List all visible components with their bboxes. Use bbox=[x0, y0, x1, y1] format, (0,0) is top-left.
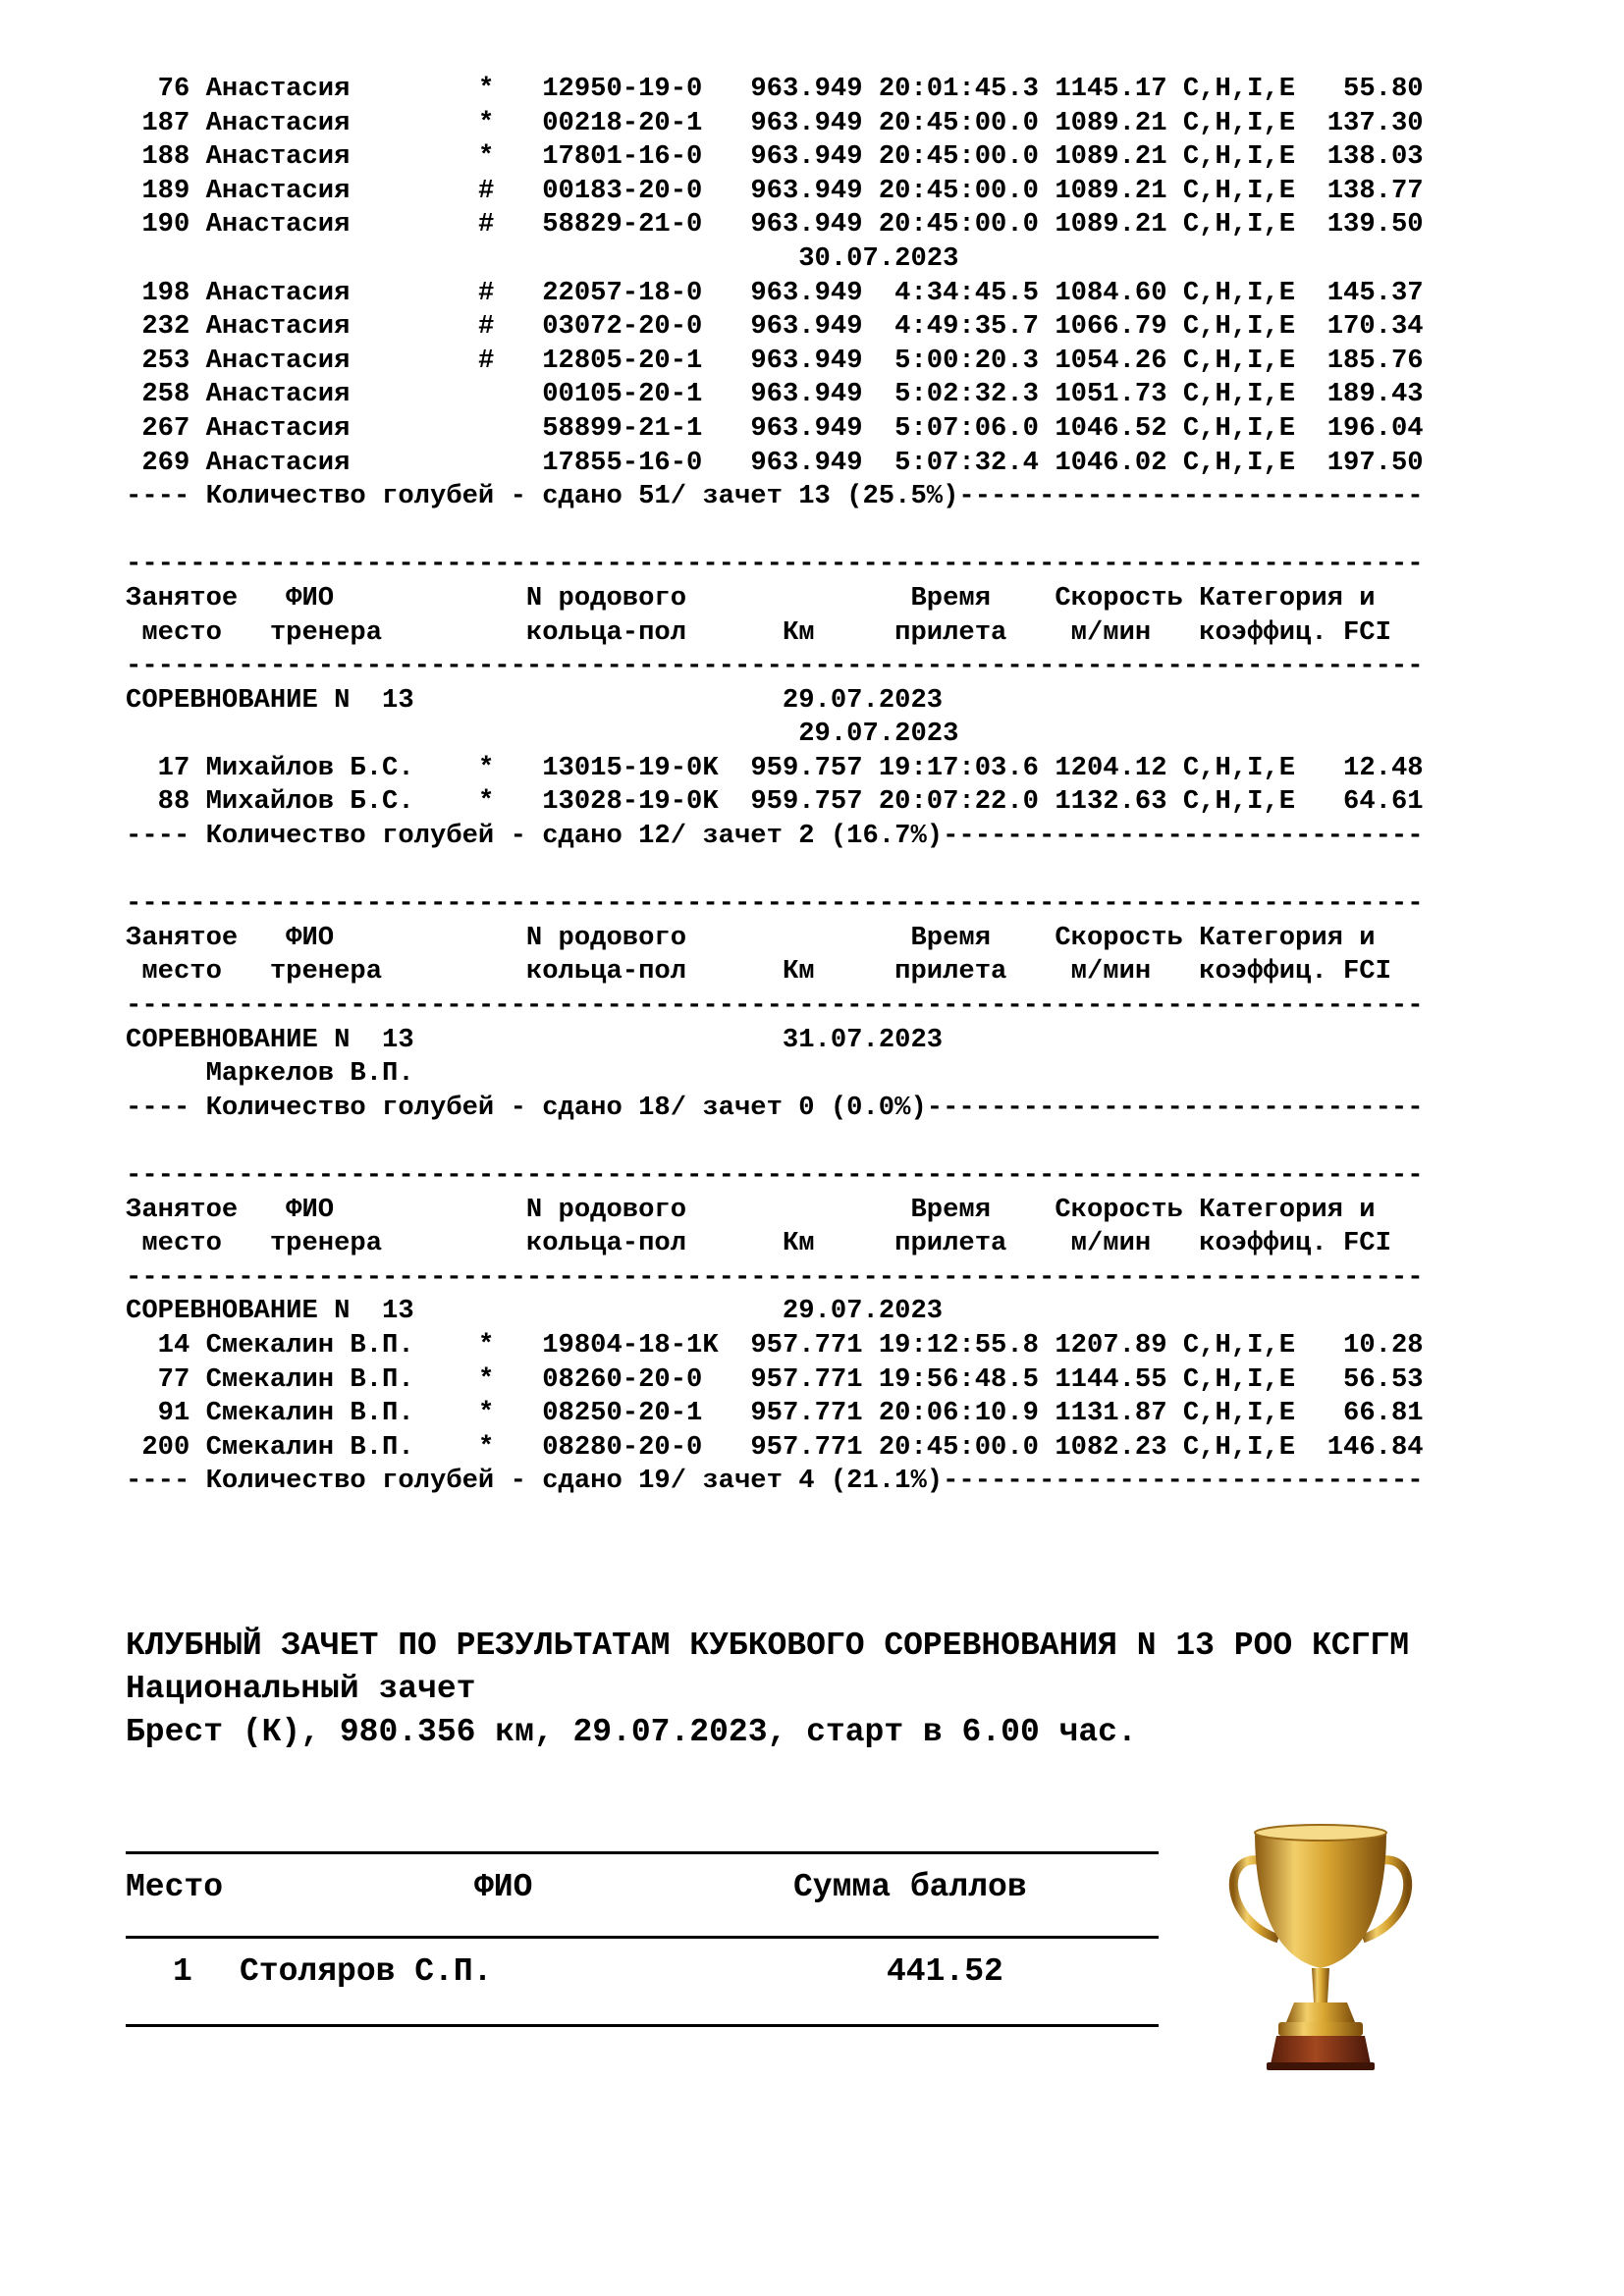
category: C,H,I,E bbox=[1182, 311, 1296, 343]
distance-km: 963.949 bbox=[750, 141, 879, 173]
summary-text: ---- Количество голубей - сдано 18/ зачет 0 (0.0%) bbox=[126, 1092, 927, 1123]
result-row bbox=[126, 140, 1598, 175]
result-row bbox=[126, 1397, 1598, 1431]
place: 200 bbox=[126, 1431, 206, 1463]
speed: 1131.87 bbox=[1055, 1398, 1183, 1429]
result-row bbox=[126, 345, 1598, 379]
arrival-time: 4:34:45.5 bbox=[878, 277, 1056, 308]
speed: 1089.21 bbox=[1055, 107, 1183, 138]
ring-number: 13028-19-0K bbox=[542, 786, 751, 818]
summary-line bbox=[126, 480, 1598, 514]
col-place-label: Занятое bbox=[126, 922, 287, 953]
fci-coefficient: 197.50 bbox=[1295, 447, 1424, 478]
status-mark: * bbox=[477, 752, 543, 783]
distance-km: 963.949 bbox=[750, 107, 879, 138]
place: 190 bbox=[126, 209, 206, 240]
competition-label: СОРЕВНОВАНИЕ N 13 bbox=[126, 1296, 783, 1327]
col-speed-label: Скорость bbox=[1055, 1194, 1200, 1225]
fci-coefficient: 10.28 bbox=[1295, 1329, 1424, 1361]
result-row bbox=[126, 752, 1598, 786]
result-row bbox=[126, 277, 1598, 311]
category: C,H,I,E bbox=[1182, 209, 1296, 240]
result-row bbox=[126, 785, 1598, 820]
col-speed-unit-label: м/мин bbox=[1070, 616, 1200, 648]
status-mark: # bbox=[477, 277, 543, 308]
place: 88 bbox=[126, 786, 206, 818]
col-name-label-2: тренера bbox=[269, 956, 526, 988]
arrival-time: 5:02:32.3 bbox=[878, 379, 1056, 410]
ring-number: 00183-20-0 bbox=[542, 175, 751, 206]
header-place: Место bbox=[126, 1869, 224, 1905]
column-header-line-2 bbox=[126, 616, 1598, 651]
summary-text: ---- Количество голубей - сдано 19/ зачет 4 (21.1%) bbox=[126, 1466, 944, 1497]
owner-name: Анастасия bbox=[205, 345, 478, 376]
fci-coefficient: 196.04 bbox=[1295, 412, 1424, 444]
speed: 1089.21 bbox=[1055, 209, 1183, 240]
ring-number: 58899-21-1 bbox=[542, 412, 751, 444]
fci-coefficient: 138.77 bbox=[1295, 175, 1424, 206]
owner-name: Анастасия bbox=[205, 107, 478, 138]
col-ring-label: N родового bbox=[525, 922, 911, 953]
distance-km: 959.757 bbox=[750, 752, 879, 783]
category: C,H,I,E bbox=[1182, 74, 1296, 104]
national-standings-subtitle: Национальный зачет bbox=[126, 1671, 476, 1707]
summary-text: ---- Количество голубей - сдано 12/ зачет 2 (16.7%) bbox=[126, 821, 944, 852]
dash-rule: ----------------------------- bbox=[958, 481, 1424, 512]
row-name: Столяров С.П. bbox=[240, 1953, 493, 1990]
arrival-time: 4:49:35.7 bbox=[878, 311, 1056, 343]
place: 269 bbox=[126, 447, 206, 478]
status-mark: * bbox=[477, 1363, 543, 1395]
dash-rule: --------------------------------------------------------------------------------- bbox=[126, 990, 1424, 1022]
column-header-line-2 bbox=[126, 955, 1598, 989]
distance-km: 963.949 bbox=[750, 277, 879, 308]
distance-km: 963.949 bbox=[750, 412, 879, 444]
distance-km: 963.949 bbox=[750, 379, 879, 410]
dash-rule: ------------------------------ bbox=[943, 821, 1424, 852]
category: C,H,I,E bbox=[1182, 379, 1296, 410]
owner-name: Анастасия bbox=[205, 447, 478, 478]
row-score: 441.52 bbox=[887, 1953, 1003, 1990]
category: C,H,I,E bbox=[1182, 277, 1296, 308]
col-time-label: Время bbox=[910, 582, 1056, 614]
category: C,H,I,E bbox=[1182, 107, 1296, 138]
fci-coefficient: 138.03 bbox=[1295, 141, 1424, 173]
distance-km: 963.949 bbox=[750, 175, 879, 206]
col-km-label: Км bbox=[782, 956, 895, 988]
status-mark bbox=[478, 413, 542, 444]
result-row bbox=[126, 310, 1598, 345]
place: 76 bbox=[126, 74, 206, 104]
place: 253 bbox=[126, 345, 206, 376]
col-category-label: Категория и bbox=[1199, 582, 1376, 614]
col-time-label: Время bbox=[910, 1194, 1056, 1225]
arrival-time: 20:45:00.0 bbox=[878, 107, 1056, 138]
speed: 1084.60 bbox=[1055, 277, 1183, 308]
fci-coefficient: 12.48 bbox=[1295, 752, 1424, 783]
arrival-time: 20:45:00.0 bbox=[878, 141, 1056, 173]
fci-coefficient: 66.81 bbox=[1295, 1398, 1424, 1429]
status-mark bbox=[478, 379, 542, 409]
category: C,H,I,E bbox=[1182, 786, 1296, 818]
status-mark: * bbox=[477, 74, 543, 104]
owner-name: Смекалин В.П. bbox=[205, 1398, 478, 1429]
status-mark: # bbox=[477, 345, 543, 376]
speed: 1089.21 bbox=[1055, 141, 1183, 173]
distance-km: 963.949 bbox=[750, 345, 879, 376]
result-row bbox=[126, 107, 1598, 141]
fci-coefficient: 137.30 bbox=[1295, 107, 1424, 138]
result-row bbox=[126, 73, 1598, 107]
ring-number: 00218-20-1 bbox=[542, 107, 751, 138]
arrival-time: 20:07:22.0 bbox=[878, 786, 1056, 818]
arrival-time: 19:56:48.5 bbox=[878, 1363, 1056, 1395]
col-place-label-2: место bbox=[126, 616, 270, 648]
col-ring-label-2: кольца-пол bbox=[525, 616, 783, 648]
dash-rule: ------------------------------ bbox=[943, 1466, 1424, 1497]
arrival-time: 20:06:10.9 bbox=[878, 1398, 1056, 1429]
distance-km: 963.949 bbox=[750, 447, 879, 478]
distance-km: 957.771 bbox=[750, 1431, 879, 1463]
col-place-label: Занятое bbox=[126, 582, 287, 614]
col-name-label-2: тренера bbox=[269, 1228, 526, 1259]
competition-date: 29.07.2023 bbox=[782, 684, 944, 716]
col-name-label: ФИО bbox=[286, 1194, 526, 1225]
col-category-label: Категория и bbox=[1199, 922, 1376, 953]
place: 17 bbox=[126, 752, 206, 783]
place: 187 bbox=[126, 107, 206, 138]
owner-name: Анастасия bbox=[205, 141, 478, 173]
ring-number: 12805-20-1 bbox=[542, 345, 751, 376]
table-top-rule bbox=[126, 1851, 1159, 1854]
distance-km: 963.949 bbox=[750, 311, 879, 343]
arrival-time: 19:12:55.8 bbox=[878, 1329, 1056, 1361]
column-header-line-2 bbox=[126, 1227, 1598, 1261]
owner-name: Смекалин В.П. bbox=[205, 1329, 478, 1361]
category: C,H,I,E bbox=[1182, 752, 1296, 783]
table-bottom-rule bbox=[126, 2024, 1159, 2027]
place: 267 bbox=[126, 412, 206, 444]
col-arrival-label: прилета bbox=[894, 956, 1071, 988]
distance-km: 957.771 bbox=[750, 1363, 879, 1395]
status-mark: * bbox=[477, 141, 543, 173]
arrival-time: 20:45:00.0 bbox=[878, 1431, 1056, 1463]
arrival-time: 5:00:20.3 bbox=[878, 345, 1056, 376]
dash-rule: --------------------------------------------------------------------------------- bbox=[126, 549, 1424, 580]
separator-line bbox=[126, 1261, 1598, 1296]
header-name: ФИО bbox=[474, 1869, 533, 1905]
distance-km: 959.757 bbox=[750, 786, 879, 818]
ring-number: 03072-20-0 bbox=[542, 311, 751, 343]
category: C,H,I,E bbox=[1182, 1363, 1296, 1395]
col-place-label-2: место bbox=[126, 1228, 270, 1259]
ring-number: 00105-20-1 bbox=[542, 379, 751, 410]
status-mark: # bbox=[477, 209, 543, 240]
owner-name: Михайлов Б.С. bbox=[205, 786, 478, 818]
speed: 1132.63 bbox=[1055, 786, 1183, 818]
col-arrival-label: прилета bbox=[894, 1228, 1071, 1259]
category: C,H,I,E bbox=[1182, 1398, 1296, 1429]
result-row bbox=[126, 378, 1598, 412]
col-name-label: ФИО bbox=[286, 922, 526, 953]
speed: 1046.52 bbox=[1055, 412, 1183, 444]
result-row bbox=[126, 1363, 1598, 1398]
header-score: Сумма баллов bbox=[793, 1869, 1027, 1905]
owner-line bbox=[126, 1057, 1598, 1092]
speed: 1089.21 bbox=[1055, 175, 1183, 206]
competition-line bbox=[126, 684, 1598, 719]
fci-coefficient: 146.84 bbox=[1295, 1431, 1424, 1463]
place: 91 bbox=[126, 1398, 206, 1429]
col-km-label: Км bbox=[782, 1228, 895, 1259]
space bbox=[126, 855, 141, 885]
place: 198 bbox=[126, 277, 206, 308]
col-name-label: ФИО bbox=[286, 582, 526, 614]
owner-name: Смекалин В.П. bbox=[205, 1431, 478, 1463]
fci-coefficient: 189.43 bbox=[1295, 379, 1424, 410]
competition-date: 29.07.2023 bbox=[782, 1296, 944, 1327]
category: C,H,I,E bbox=[1182, 1431, 1296, 1463]
col-fci-label: коэффиц. FCI bbox=[1199, 1228, 1391, 1259]
col-arrival-label: прилета bbox=[894, 616, 1071, 648]
dash-rule: --------------------------------------------------------------------------------- bbox=[126, 888, 1424, 920]
results-report bbox=[126, 73, 1598, 1499]
summary-text: ---- Количество голубей - сдано 51/ зачет 13 (25.5%) bbox=[126, 481, 959, 512]
speed: 1051.73 bbox=[1055, 379, 1183, 410]
arrival-time: 20:45:00.0 bbox=[878, 175, 1056, 206]
dash-rule: ------------------------------- bbox=[926, 1092, 1424, 1123]
speed: 1144.55 bbox=[1055, 1363, 1183, 1395]
ring-number: 17855-16-0 bbox=[542, 447, 751, 478]
trophy-icon bbox=[1218, 1821, 1424, 2076]
arrival-time: 20:45:00.0 bbox=[878, 209, 1056, 240]
col-time-label: Время bbox=[910, 922, 1056, 953]
distance-km: 963.949 bbox=[750, 209, 879, 240]
summary-line bbox=[126, 1465, 1598, 1499]
date-line bbox=[126, 718, 1598, 752]
owner-name: Анастасия bbox=[205, 175, 478, 206]
date-line bbox=[126, 242, 1598, 277]
fci-coefficient: 56.53 bbox=[1295, 1363, 1424, 1395]
place: 77 bbox=[126, 1363, 206, 1395]
separator-line bbox=[126, 887, 1598, 922]
status-mark bbox=[478, 448, 542, 478]
owner-name: Смекалин В.П. bbox=[205, 1363, 478, 1395]
dash-rule: --------------------------------------------------------------------------------- bbox=[126, 1261, 1424, 1293]
arrival-time: 19:17:03.6 bbox=[878, 752, 1056, 783]
result-row bbox=[126, 447, 1598, 481]
competition-label: СОРЕВНОВАНИЕ N 13 bbox=[126, 1024, 783, 1055]
distance-km: 957.771 bbox=[750, 1329, 879, 1361]
summary-line bbox=[126, 1092, 1598, 1126]
fci-coefficient: 145.37 bbox=[1295, 277, 1424, 308]
ring-number: 13015-19-0K bbox=[542, 752, 751, 783]
place: 189 bbox=[126, 175, 206, 206]
release-date: 30.07.2023 bbox=[126, 242, 959, 274]
col-speed-unit-label: м/мин bbox=[1070, 1228, 1200, 1259]
column-header-line-1 bbox=[126, 1194, 1598, 1228]
col-fci-label: коэффиц. FCI bbox=[1199, 616, 1391, 648]
speed: 1204.12 bbox=[1055, 752, 1183, 783]
category: C,H,I,E bbox=[1182, 447, 1296, 478]
category: C,H,I,E bbox=[1182, 412, 1296, 444]
separator-line bbox=[126, 548, 1598, 582]
category: C,H,I,E bbox=[1182, 175, 1296, 206]
competition-line bbox=[126, 1024, 1598, 1058]
col-category-label: Категория и bbox=[1199, 1194, 1376, 1225]
owner-name: Анастасия bbox=[205, 379, 478, 410]
category: C,H,I,E bbox=[1182, 1329, 1296, 1361]
ring-number: 12950-19-0 bbox=[542, 74, 751, 104]
owner-name: Анастасия bbox=[205, 277, 478, 308]
dash-rule: --------------------------------------------------------------------------------- bbox=[126, 1160, 1424, 1191]
ring-number: 17801-16-0 bbox=[542, 141, 751, 173]
club-standings-title: КЛУБНЫЙ ЗАЧЕТ ПО РЕЗУЛЬТАТАМ КУБКОВОГО СОРЕВНОВАНИЯ N 13 РОО КСГГМ bbox=[126, 1628, 1410, 1664]
place: 232 bbox=[126, 311, 206, 343]
ring-number: 58829-21-0 bbox=[542, 209, 751, 240]
fci-coefficient: 170.34 bbox=[1295, 311, 1424, 343]
blank-line bbox=[126, 1125, 1598, 1159]
col-ring-label-2: кольца-пол bbox=[525, 1228, 783, 1259]
ring-number: 08280-20-0 bbox=[542, 1431, 751, 1463]
col-speed-label: Скорость bbox=[1055, 922, 1200, 953]
competition-label: СОРЕВНОВАНИЕ N 13 bbox=[126, 684, 783, 716]
fci-coefficient: 185.76 bbox=[1295, 345, 1424, 376]
result-row bbox=[126, 412, 1598, 447]
owner-name: Михайлов Б.С. bbox=[205, 752, 478, 783]
col-speed-unit-label: м/мин bbox=[1070, 956, 1200, 988]
separator-line bbox=[126, 989, 1598, 1024]
col-name-label-2: тренера bbox=[269, 616, 526, 648]
result-row bbox=[126, 208, 1598, 242]
blank-line bbox=[126, 854, 1598, 888]
col-speed-label: Скорость bbox=[1055, 582, 1200, 614]
col-ring-label: N родового bbox=[525, 582, 911, 614]
place: 188 bbox=[126, 141, 206, 173]
status-mark: # bbox=[477, 311, 543, 343]
owner-name: Анастасия bbox=[205, 74, 478, 104]
status-mark: # bbox=[477, 175, 543, 206]
arrival-time: 20:01:45.3 bbox=[878, 74, 1056, 104]
dash-rule: --------------------------------------------------------------------------------- bbox=[126, 651, 1424, 682]
distance-km: 963.949 bbox=[750, 74, 879, 104]
summary-line bbox=[126, 820, 1598, 854]
race-info: Брест (К), 980.356 км, 29.07.2023, старт в 6.00 час. bbox=[126, 1714, 1137, 1750]
status-mark: * bbox=[477, 1329, 543, 1361]
status-mark: * bbox=[477, 786, 543, 818]
fci-coefficient: 55.80 bbox=[1295, 74, 1424, 104]
arrival-time: 5:07:32.4 bbox=[878, 447, 1056, 478]
separator-line bbox=[126, 650, 1598, 684]
ring-number: 08260-20-0 bbox=[542, 1363, 751, 1395]
col-km-label: Км bbox=[782, 616, 895, 648]
category: C,H,I,E bbox=[1182, 141, 1296, 173]
column-header-line-1 bbox=[126, 922, 1598, 956]
fci-coefficient: 64.61 bbox=[1295, 786, 1424, 818]
result-row bbox=[126, 1329, 1598, 1363]
result-row bbox=[126, 1431, 1598, 1466]
owner-name: Анастасия bbox=[205, 311, 478, 343]
separator-line bbox=[126, 1159, 1598, 1194]
space bbox=[126, 515, 141, 546]
speed: 1046.02 bbox=[1055, 447, 1183, 478]
col-ring-label: N родового bbox=[525, 1194, 911, 1225]
col-place-label: Занятое bbox=[126, 1194, 287, 1225]
place: 258 bbox=[126, 379, 206, 410]
competition-line bbox=[126, 1295, 1598, 1329]
release-date: 29.07.2023 bbox=[126, 719, 959, 750]
status-mark: * bbox=[477, 107, 543, 138]
space bbox=[126, 1126, 141, 1156]
ring-number: 22057-18-0 bbox=[542, 277, 751, 308]
club-standings-section bbox=[126, 1625, 1579, 1754]
speed: 1082.23 bbox=[1055, 1431, 1183, 1463]
speed: 1145.17 bbox=[1055, 74, 1183, 104]
ring-number: 19804-18-1K bbox=[542, 1329, 751, 1361]
place: 14 bbox=[126, 1329, 206, 1361]
arrival-time: 5:07:06.0 bbox=[878, 412, 1056, 444]
distance-km: 957.771 bbox=[750, 1398, 879, 1429]
status-mark: * bbox=[477, 1431, 543, 1463]
col-fci-label: коэффиц. FCI bbox=[1199, 956, 1391, 988]
table-header-rule bbox=[126, 1936, 1159, 1939]
blank-line bbox=[126, 514, 1598, 549]
speed: 1066.79 bbox=[1055, 311, 1183, 343]
ring-number: 08250-20-1 bbox=[542, 1398, 751, 1429]
row-place: 1 bbox=[173, 1953, 192, 1990]
speed: 1054.26 bbox=[1055, 345, 1183, 376]
column-header-line-1 bbox=[126, 582, 1598, 616]
fci-coefficient: 139.50 bbox=[1295, 209, 1424, 240]
status-mark: * bbox=[477, 1398, 543, 1429]
competition-date: 31.07.2023 bbox=[782, 1024, 944, 1055]
result-row bbox=[126, 175, 1598, 209]
owner-name: Анастасия bbox=[205, 412, 478, 444]
category: C,H,I,E bbox=[1182, 345, 1296, 376]
col-ring-label-2: кольца-пол bbox=[525, 956, 783, 988]
speed: 1207.89 bbox=[1055, 1329, 1183, 1361]
owner-name: Анастасия bbox=[205, 209, 478, 240]
owner-name: Маркелов В.П. bbox=[126, 1058, 414, 1090]
col-place-label-2: место bbox=[126, 956, 270, 988]
